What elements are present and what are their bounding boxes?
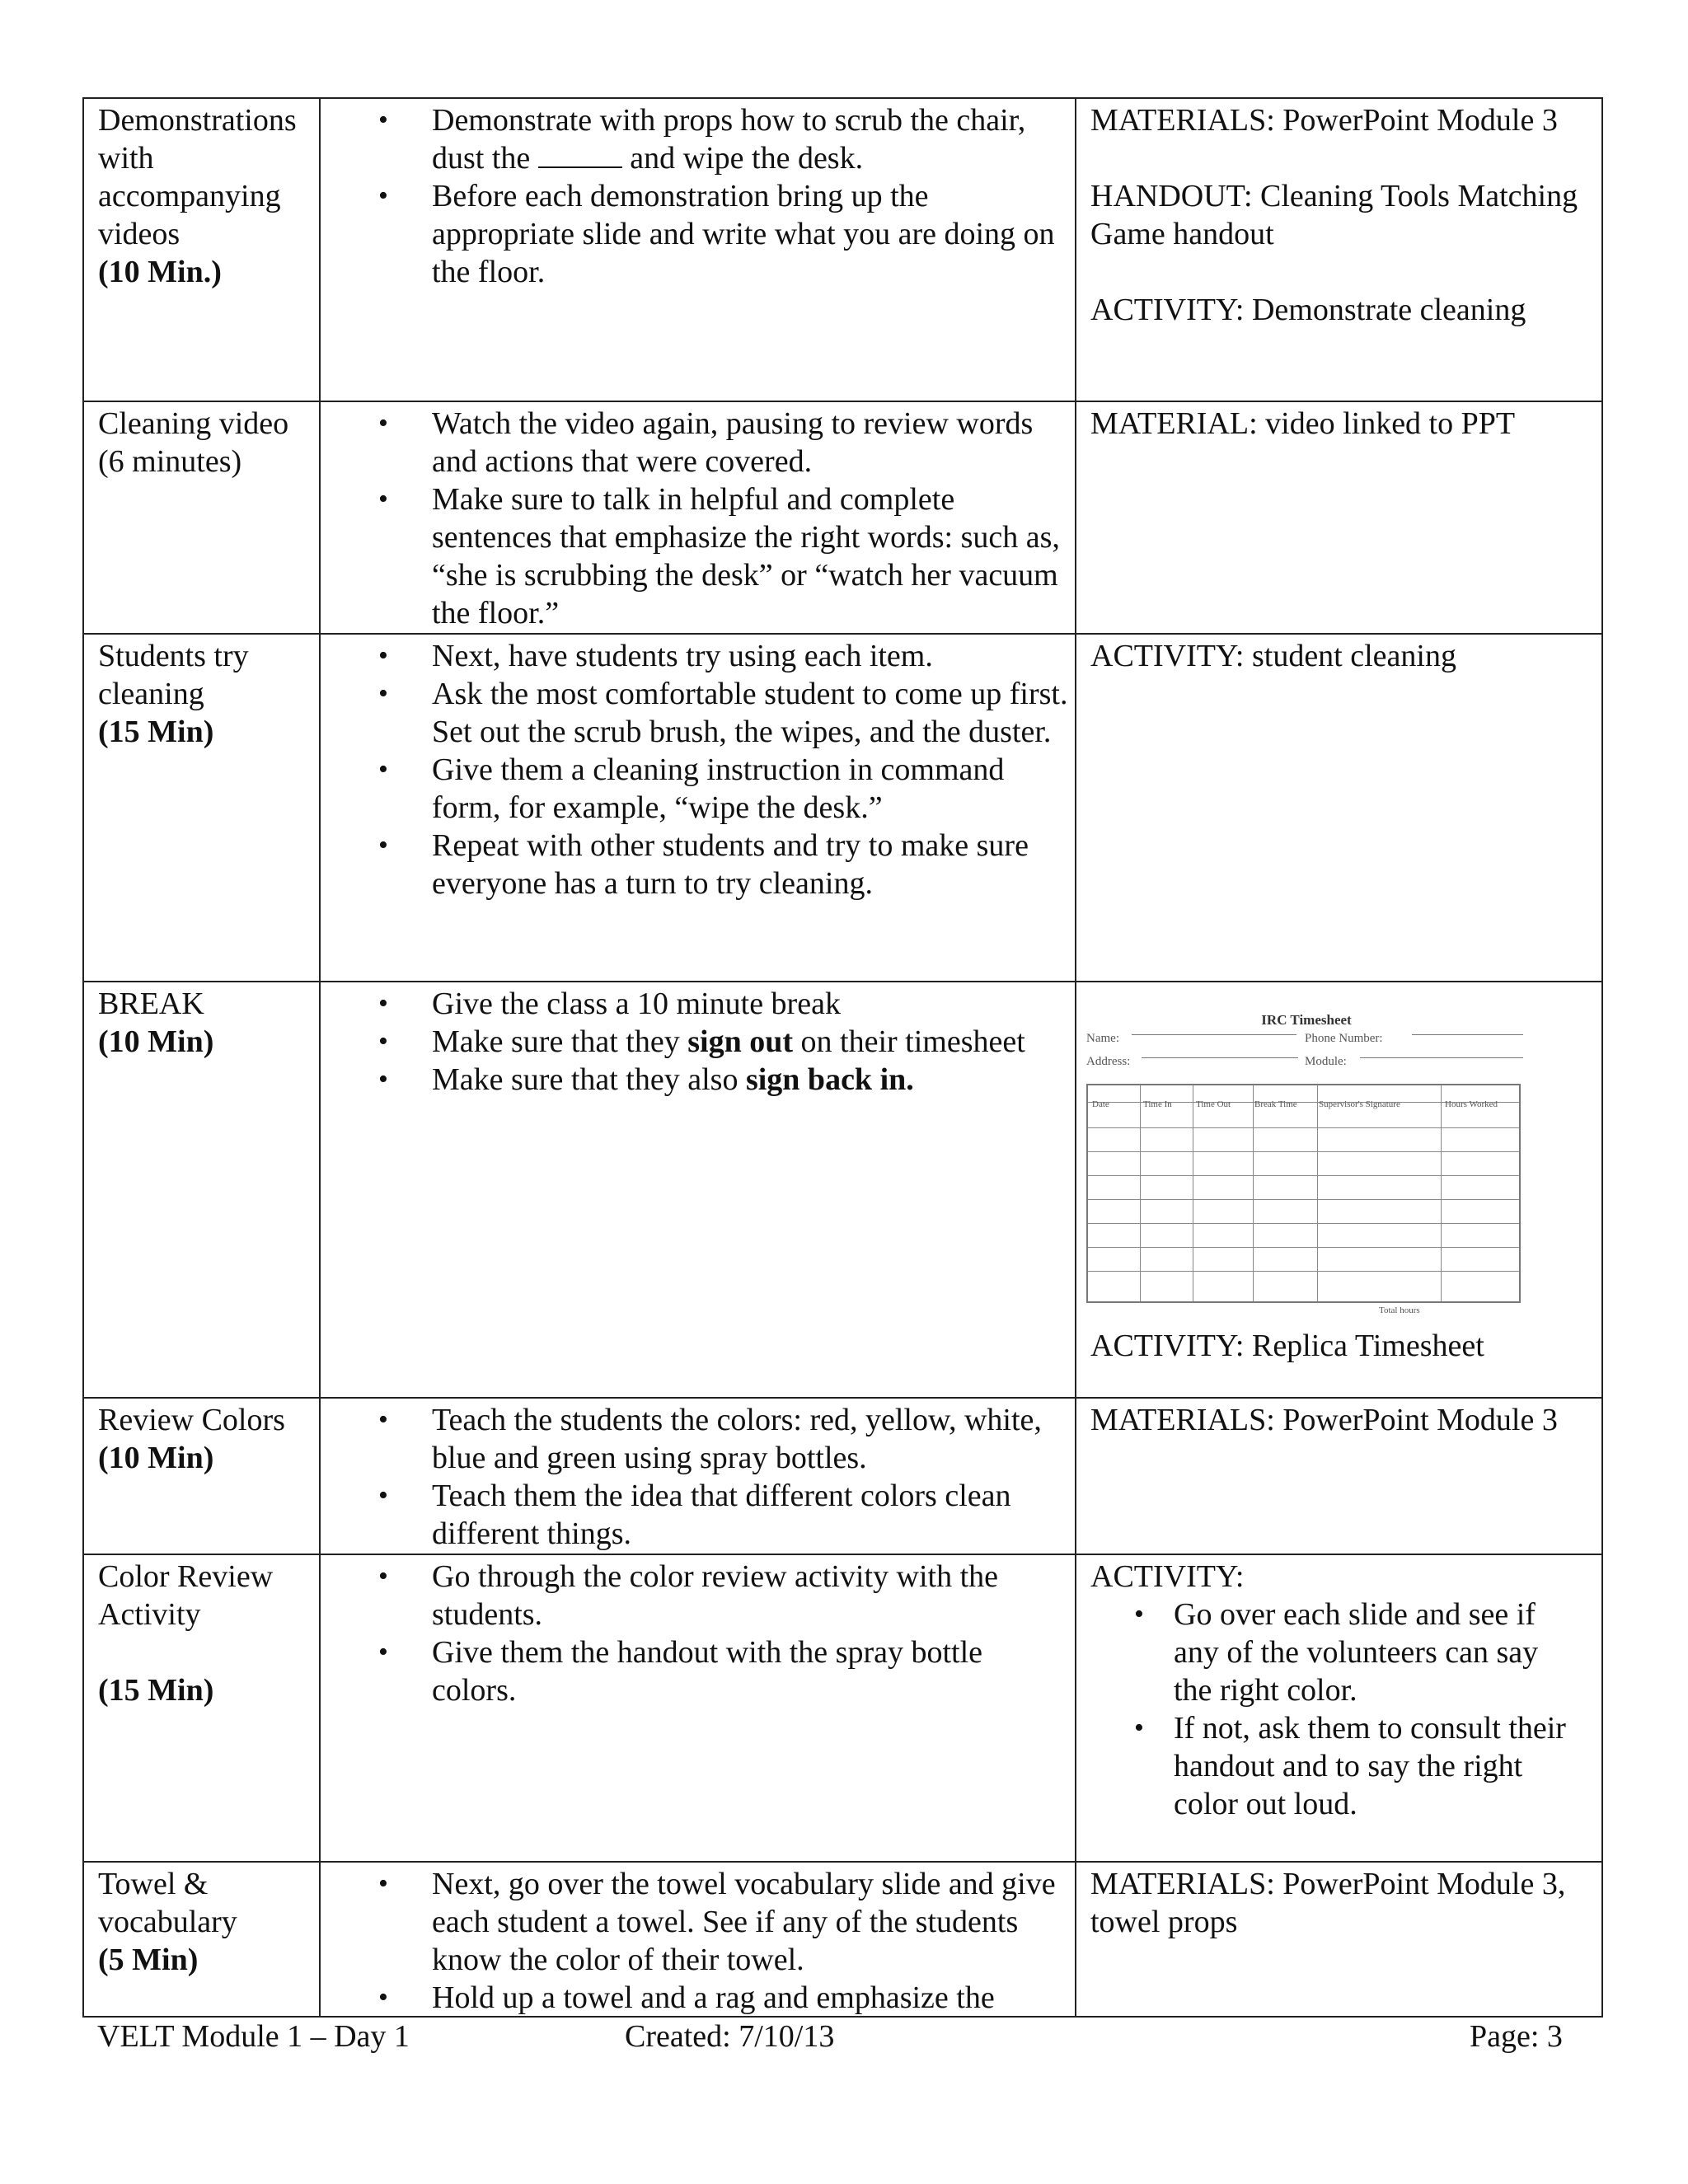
topic-line: Towel & xyxy=(98,1867,209,1901)
procedure-cell xyxy=(320,634,1076,982)
topic-line: cleaning xyxy=(98,677,204,711)
table-row xyxy=(83,1554,1602,1862)
grid-line xyxy=(1088,1175,1519,1176)
procedure-cell xyxy=(320,401,1076,634)
topic-line: Students try xyxy=(98,639,249,673)
timesheet-name-label: Name: xyxy=(1086,1032,1119,1045)
procedure-cell xyxy=(320,982,1076,1398)
resource-text: ACTIVITY: xyxy=(1090,1559,1245,1594)
topic-line: BREAK xyxy=(98,987,204,1021)
list-item: • Make sure that they sign out on their timesheet xyxy=(321,1023,1075,1061)
timesheet-total-label: Total hours xyxy=(1379,1305,1420,1315)
timesheet-image xyxy=(1084,1001,1529,1319)
resource-text: ACTIVITY: Replica Timesheet xyxy=(1090,1329,1484,1363)
topic-cell xyxy=(83,401,320,634)
list-item: • Give the class a 10 minute break xyxy=(321,985,1075,1023)
list-item: • If not, ask them to consult their handout and to say the right color out loud. xyxy=(1076,1709,1593,1823)
topic-line: Cleaning video xyxy=(98,406,289,441)
resource-text: MATERIAL: video linked to PPT xyxy=(1090,406,1516,441)
list-item: • Watch the video again, pausing to review words and actions that were covered. xyxy=(321,405,1075,480)
table-row xyxy=(83,634,1602,982)
list-item: • Next, have students try using each item. xyxy=(321,637,1075,675)
list-item: • Make sure that they also sign back in. xyxy=(321,1061,1075,1099)
resources-cell xyxy=(1076,634,1602,982)
list-item: • Ask the most comfortable student to come up first. Set out the scrub brush, the wipes, and the duster. xyxy=(321,675,1075,751)
timesheet-address-label: Address: xyxy=(1086,1055,1131,1068)
timesheet-col-header: Date xyxy=(1092,1099,1109,1109)
grid-line xyxy=(1088,1271,1519,1272)
topic-line: with xyxy=(98,141,154,176)
lesson-plan-table xyxy=(82,97,1603,2018)
resources-cell xyxy=(1076,98,1602,401)
procedure-cell xyxy=(320,1398,1076,1554)
timesheet-title: IRC Timesheet xyxy=(1261,1012,1352,1028)
list-item: • Give them a cleaning instruction in command form, for example, “wipe the desk.” xyxy=(321,751,1075,827)
topic-line: Demonstrations xyxy=(98,103,297,138)
grid-line xyxy=(1088,1247,1519,1248)
list-item: • Demonstrate with props how to scrub the chair, dust the and wipe the desk. xyxy=(321,101,1075,177)
list-item: • Give them the handout with the spray bottle colors. xyxy=(321,1633,1075,1709)
topic-line: videos xyxy=(98,217,181,251)
table-row xyxy=(83,98,1602,401)
grid-line xyxy=(1140,1085,1141,1301)
timesheet-col-header: Time In xyxy=(1143,1099,1172,1109)
topic-time: (10 Min) xyxy=(98,1024,214,1059)
grid-line xyxy=(1088,1127,1519,1128)
topic-cell xyxy=(83,634,320,982)
resources-cell xyxy=(1076,1862,1602,2017)
resources-cell xyxy=(1076,401,1602,634)
resource-text: ACTIVITY: Demonstrate cleaning xyxy=(1090,293,1526,327)
resource-text: MATERIALS: PowerPoint Module 3 xyxy=(1090,103,1558,138)
timesheet-col-header: Time Out xyxy=(1196,1099,1231,1109)
topic-line: Activity xyxy=(98,1597,201,1632)
resources-cell xyxy=(1076,982,1602,1398)
topic-cell xyxy=(83,1398,320,1554)
topic-line: vocabulary xyxy=(98,1905,237,1939)
list-item: • Make sure to talk in helpful and complete sentences that emphasize the right words: such as, “she is scrubbing the desk” or “watch her vacuum the floor.” xyxy=(321,480,1075,632)
grid-line xyxy=(1088,1223,1519,1224)
resource-text: ACTIVITY: student cleaning xyxy=(1090,639,1456,673)
topic-line: accompanying xyxy=(98,179,281,213)
procedure-cell xyxy=(320,1554,1076,1862)
topic-time: (10 Min.) xyxy=(98,255,222,289)
topic-line: Review Colors xyxy=(98,1403,285,1437)
timesheet-line xyxy=(1142,1057,1298,1058)
grid-line xyxy=(1441,1085,1442,1301)
timesheet-col-header: Hours Worked xyxy=(1445,1099,1498,1109)
timesheet-col-header: Break Time xyxy=(1254,1099,1297,1109)
list-item: • Next, go over the towel vocabulary slide and give each student a towel. See if any of the students know the color of their towel. xyxy=(321,1865,1075,1979)
footer-module: VELT Module 1 – Day 1 xyxy=(97,2019,410,2054)
list-item: • Teach the students the colors: red, yellow, white, blue and green using spray bottles. xyxy=(321,1401,1075,1477)
topic-cell xyxy=(83,1554,320,1862)
procedure-cell xyxy=(320,1862,1076,2017)
topic-time: (5 Min) xyxy=(98,1943,199,1977)
table-row xyxy=(83,401,1602,634)
topic-time: (15 Min) xyxy=(98,715,214,749)
resources-cell xyxy=(1076,1398,1602,1554)
footer-page-number: Page: 3 xyxy=(1470,2019,1563,2054)
list-item: • Go over each slide and see if any of the volunteers can say the right color. xyxy=(1076,1596,1593,1709)
list-item: • Repeat with other students and try to make sure everyone has a turn to try cleaning. xyxy=(321,827,1075,902)
fill-in-blank xyxy=(538,142,622,168)
topic-time: (15 Min) xyxy=(98,1673,214,1708)
timesheet-line xyxy=(1360,1057,1523,1058)
timesheet-line xyxy=(1412,1034,1523,1035)
resource-text: MATERIALS: PowerPoint Module 3 xyxy=(1090,1403,1558,1437)
table-row xyxy=(83,1862,1602,2017)
resource-text: HANDOUT: Cleaning Tools Matching Game handout xyxy=(1090,179,1578,251)
topic-line: Color Review xyxy=(98,1559,274,1594)
table-row xyxy=(83,1398,1602,1554)
timesheet-line xyxy=(1132,1034,1296,1035)
grid-line xyxy=(1088,1199,1519,1200)
resources-cell xyxy=(1076,1554,1602,1862)
grid-line xyxy=(1253,1085,1254,1301)
list-item: • Go through the color review activity with the students. xyxy=(321,1558,1075,1633)
resource-text: MATERIALS: PowerPoint Module 3, towel props xyxy=(1090,1867,1566,1939)
timesheet-col-header: Supervisor's Signature xyxy=(1319,1099,1400,1109)
topic-cell xyxy=(83,1862,320,2017)
procedure-cell xyxy=(320,98,1076,401)
timesheet-phone-label: Phone Number: xyxy=(1305,1032,1383,1045)
grid-line xyxy=(1088,1151,1519,1152)
list-item: • Hold up a towel and a rag and emphasize the xyxy=(321,1979,1075,2015)
table-row xyxy=(83,982,1602,1398)
topic-line: (6 minutes) xyxy=(98,444,242,479)
list-item: • Before each demonstration bring up the appropriate slide and write what you are doing on the floor. xyxy=(321,177,1075,291)
topic-cell xyxy=(83,98,320,401)
topic-cell xyxy=(83,982,320,1398)
list-item: • Teach them the idea that different colors clean different things. xyxy=(321,1477,1075,1553)
timesheet-module-label: Module: xyxy=(1305,1055,1347,1068)
topic-time: (10 Min) xyxy=(98,1441,214,1475)
footer-created: Created: 7/10/13 xyxy=(625,2019,835,2054)
grid-line xyxy=(1317,1085,1318,1301)
